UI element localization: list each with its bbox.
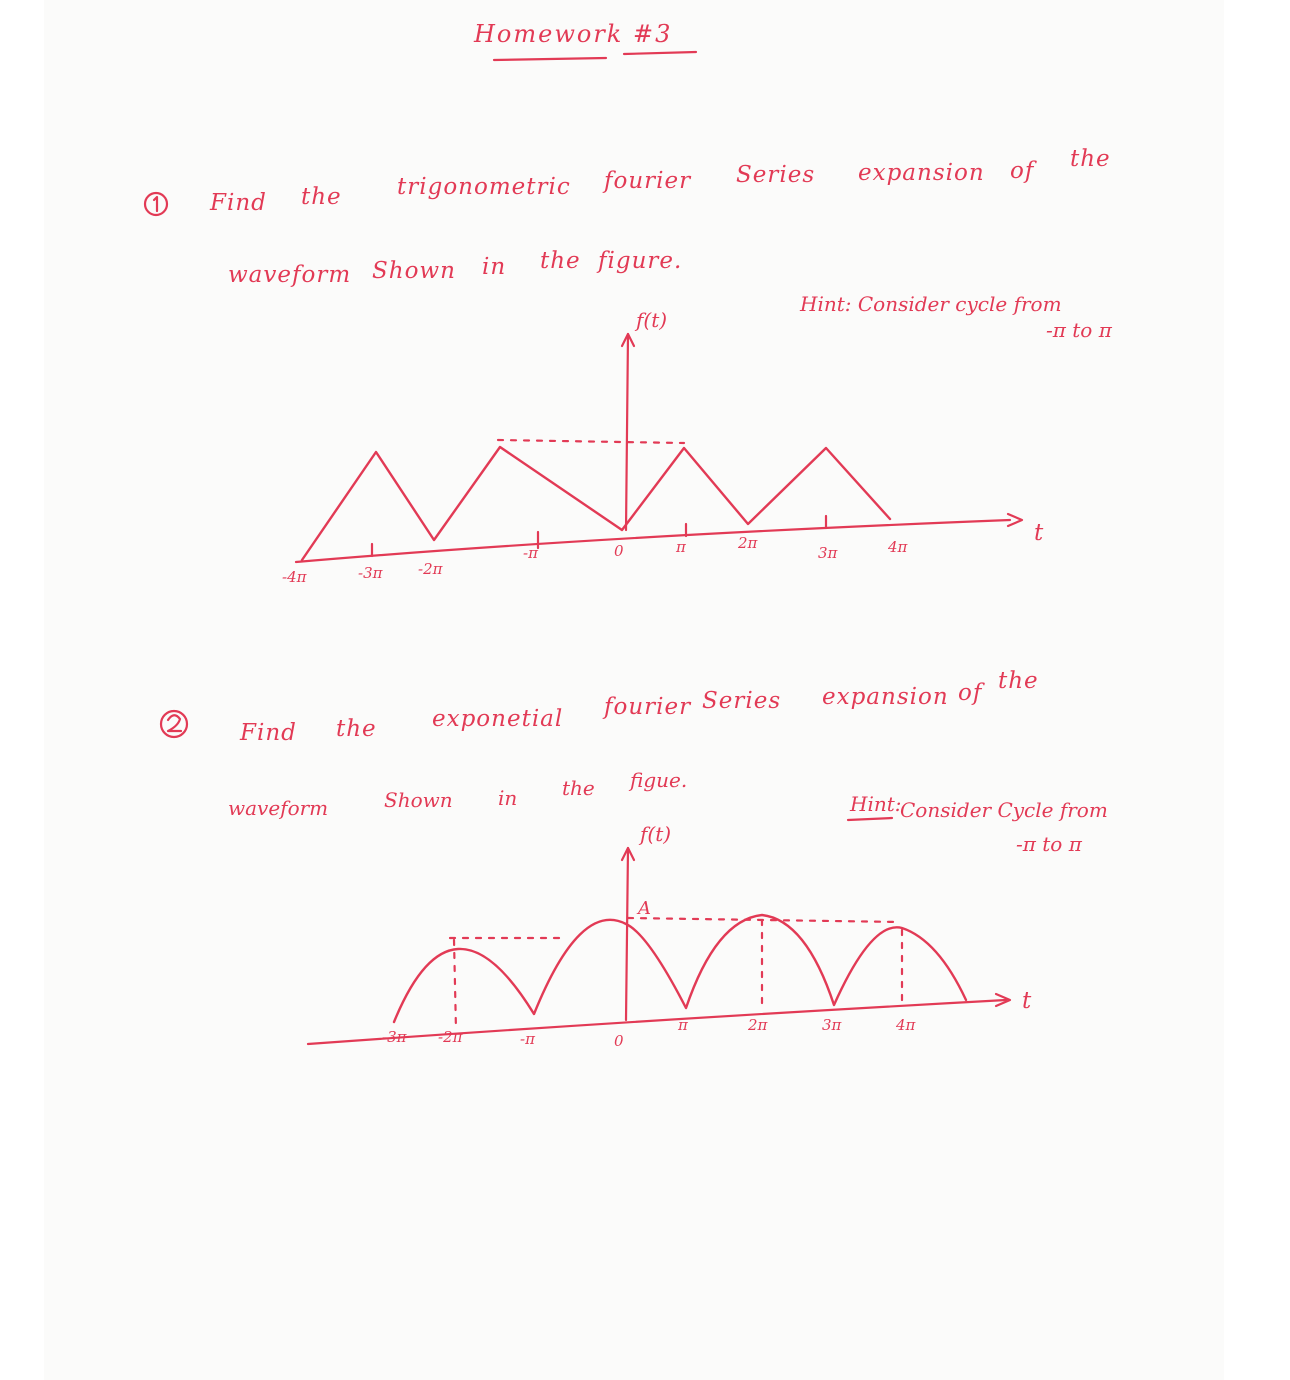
p2-x-axis — [308, 1000, 1006, 1044]
p1-tick-label: -π — [523, 544, 538, 562]
p2-hint: Consider Cycle from — [900, 798, 1108, 822]
p1-word: the — [1070, 146, 1111, 172]
p2-word: expansion — [822, 684, 949, 710]
p1-peak-dashed-line — [498, 440, 684, 443]
p2-tick-label: π — [678, 1016, 688, 1034]
p1-x-axis — [296, 520, 1010, 562]
p2-word: the — [562, 776, 595, 800]
homework-title: Homework #3 — [474, 20, 673, 48]
p2-vertical-dashed-line — [454, 940, 456, 1030]
problem-1-digit — [154, 197, 157, 211]
p2-tick-label: 0 — [614, 1032, 624, 1050]
p2-word: Shown — [384, 788, 453, 812]
p1-tick-label: π — [676, 538, 686, 556]
p2-tick-label: 3π — [822, 1016, 842, 1034]
p1-y-axis-label: f(t) — [636, 308, 668, 332]
p2-amplitude-label: A — [638, 898, 651, 919]
p2-tick-label: -2π — [438, 1028, 463, 1046]
p1-word: Series — [736, 162, 816, 188]
p1-hint-range: -π to π — [1046, 318, 1112, 342]
p2-word: the — [998, 668, 1039, 694]
p2-word: exponetial — [432, 706, 564, 732]
p1-x-axis-label: t — [1034, 520, 1045, 546]
p1-tick-label: -3π — [358, 564, 383, 582]
p1-tick-label: 3π — [818, 544, 838, 562]
p1-tick-label: -4π — [282, 568, 307, 586]
p2-word: waveform — [228, 796, 329, 820]
p1-word: Shown — [372, 258, 456, 284]
p1-word: figure. — [598, 248, 683, 274]
p2-word: the — [336, 716, 377, 742]
p2-word: of — [958, 680, 983, 706]
p2-hint-range: -π to π — [1016, 832, 1082, 856]
title-underline — [494, 52, 696, 60]
p1-hint: Hint: Consider cycle from — [800, 292, 1062, 316]
p2-tick-label: -π — [520, 1030, 535, 1048]
p1-tick-label: 2π — [738, 534, 758, 552]
p1-word: expansion — [858, 160, 985, 186]
p1-word: trigonometric — [397, 174, 571, 200]
p1-word: the — [301, 184, 342, 210]
p1-y-axis — [626, 334, 628, 530]
p1-word: the — [540, 248, 581, 274]
p1-word: in — [482, 254, 507, 280]
p2-word: Series — [702, 688, 782, 714]
p1-word: fourier — [604, 168, 692, 194]
p1-tick-label: -2π — [418, 560, 443, 578]
p1-word: of — [1010, 158, 1035, 184]
p2-word: in — [498, 786, 518, 810]
p2-y-axis-label: f(t) — [640, 822, 672, 846]
p2-word: fourier — [604, 694, 692, 720]
p2-hint-label: Hint: — [850, 792, 902, 816]
p1-word: Find — [210, 190, 267, 216]
problem-2-digit — [168, 715, 181, 731]
p1-triangle-waveform — [302, 447, 890, 560]
p2-tick-label: 2π — [748, 1016, 768, 1034]
p2-tick-label: 4π — [896, 1016, 916, 1034]
p1-tick-label: 0 — [614, 542, 624, 560]
p1-tick-label: 4π — [888, 538, 908, 556]
p2-peak-dashed-line — [628, 918, 900, 922]
p2-hint-underline — [848, 818, 892, 820]
p2-word: figue. — [630, 768, 688, 792]
p1-word: waveform — [228, 262, 352, 288]
p2-tick-label: -3π — [382, 1028, 407, 1046]
p2-x-axis-label: t — [1022, 988, 1033, 1014]
p2-word: Find — [240, 720, 297, 746]
p2-y-axis — [626, 848, 628, 1020]
